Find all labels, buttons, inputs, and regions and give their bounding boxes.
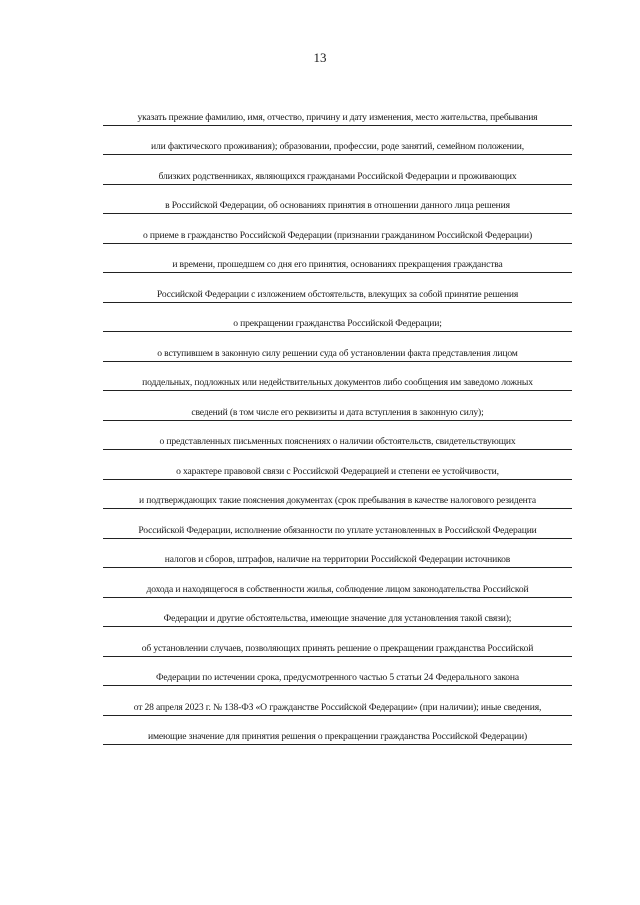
form-line-text: имеющие значение для принятия решения о прекращении гражданства Российской Федерации) (147, 731, 527, 742)
form-line (103, 509, 572, 539)
form-line (103, 303, 572, 333)
form-line-text: и времени, прошедшем со дня его принятия, основаниях прекращения гражданства (172, 259, 503, 270)
form-line-text: дохода и находящегося в собственности жилья, соблюдение лицом законодательства Российской (146, 583, 529, 595)
form-line (103, 686, 572, 716)
form-line-text: или фактического проживания); образовании, профессии, роде занятий, семейном положении, (151, 141, 524, 152)
form-line-text: о представленных письменных пояснениях о наличии обстоятельств, свидетельствующих (159, 436, 516, 447)
form-line (103, 627, 572, 657)
form-line-text: Федерации и другие обстоятельства, имеющие значение для установления такой связи); (163, 613, 512, 624)
form-line (103, 598, 572, 628)
form-line-text: и подтверждающих такие пояснения документах (срок пребывания в качестве налогового резидента (139, 495, 536, 506)
form-line-text: налогов и сборов, штрафов, наличие на территории Российской Федерации источников (164, 554, 511, 565)
form-line (103, 155, 572, 185)
form-line-text: Российской Федерации с изложением обстоятельств, влекущих за собой принятие решения (156, 288, 519, 300)
form-line-text: указать прежние фамилию, имя, отчество, причину и дату изменения, место жительства, пребывания (137, 111, 538, 123)
form-line (103, 96, 572, 126)
form-line-text: Федерации по истечении срока, предусмотренного частью 5 статьи 24 Федерального закона (156, 672, 519, 683)
form-line-text: сведений (в том числе его реквизиты и дата вступления в законную силу); (191, 406, 484, 418)
form-line-text: поддельных, подложных или недействительных документов либо сообщения им заведомо ложных (142, 377, 533, 388)
form-line (103, 657, 572, 687)
form-line-text: в Российской Федерации, об основаниях принятия в отношении данного лица решения (165, 200, 510, 211)
form-line (103, 362, 572, 392)
form-line (103, 214, 572, 244)
form-line-text: о приеме в гражданство Российской Федерации (признании гражданином Российской Федерации) (142, 229, 533, 241)
form-line-text: о характере правовой связи с Российской Федерацией и степени ее устойчивости, (176, 465, 499, 477)
form-line (103, 244, 572, 274)
form-line (103, 273, 572, 303)
form-line-text: о вступившем в законную силу решении суда об установлении факта представления лицом (157, 347, 518, 359)
form-line (103, 539, 572, 569)
form-line (103, 391, 572, 421)
form-line (103, 450, 572, 480)
form-line-text: Российской Федерации, исполнение обязанности по уплате установленных в Российской Федерации (138, 524, 537, 536)
form-line (103, 716, 572, 746)
form-line-text: от 28 апреля 2023 г. № 138-ФЗ «О гражданстве Российской Федерации» (при наличии); иные сведения, (133, 701, 542, 713)
form-line (103, 568, 572, 598)
form-line (103, 332, 572, 362)
form-line-text: близких родственниках, являющихся гражданами Российской Федерации и проживающих (158, 170, 517, 182)
form-line-text: о прекращении гражданства Российской Федерации; (233, 318, 442, 329)
form-line (103, 126, 572, 156)
form-line-text: об установлении случаев, позволяющих принять решение о прекращении гражданства Российской (141, 642, 534, 654)
form-line (103, 421, 572, 451)
form-line (103, 185, 572, 215)
form-field-lines (103, 96, 572, 745)
form-line (103, 480, 572, 510)
page-number: 13 (313, 50, 327, 65)
